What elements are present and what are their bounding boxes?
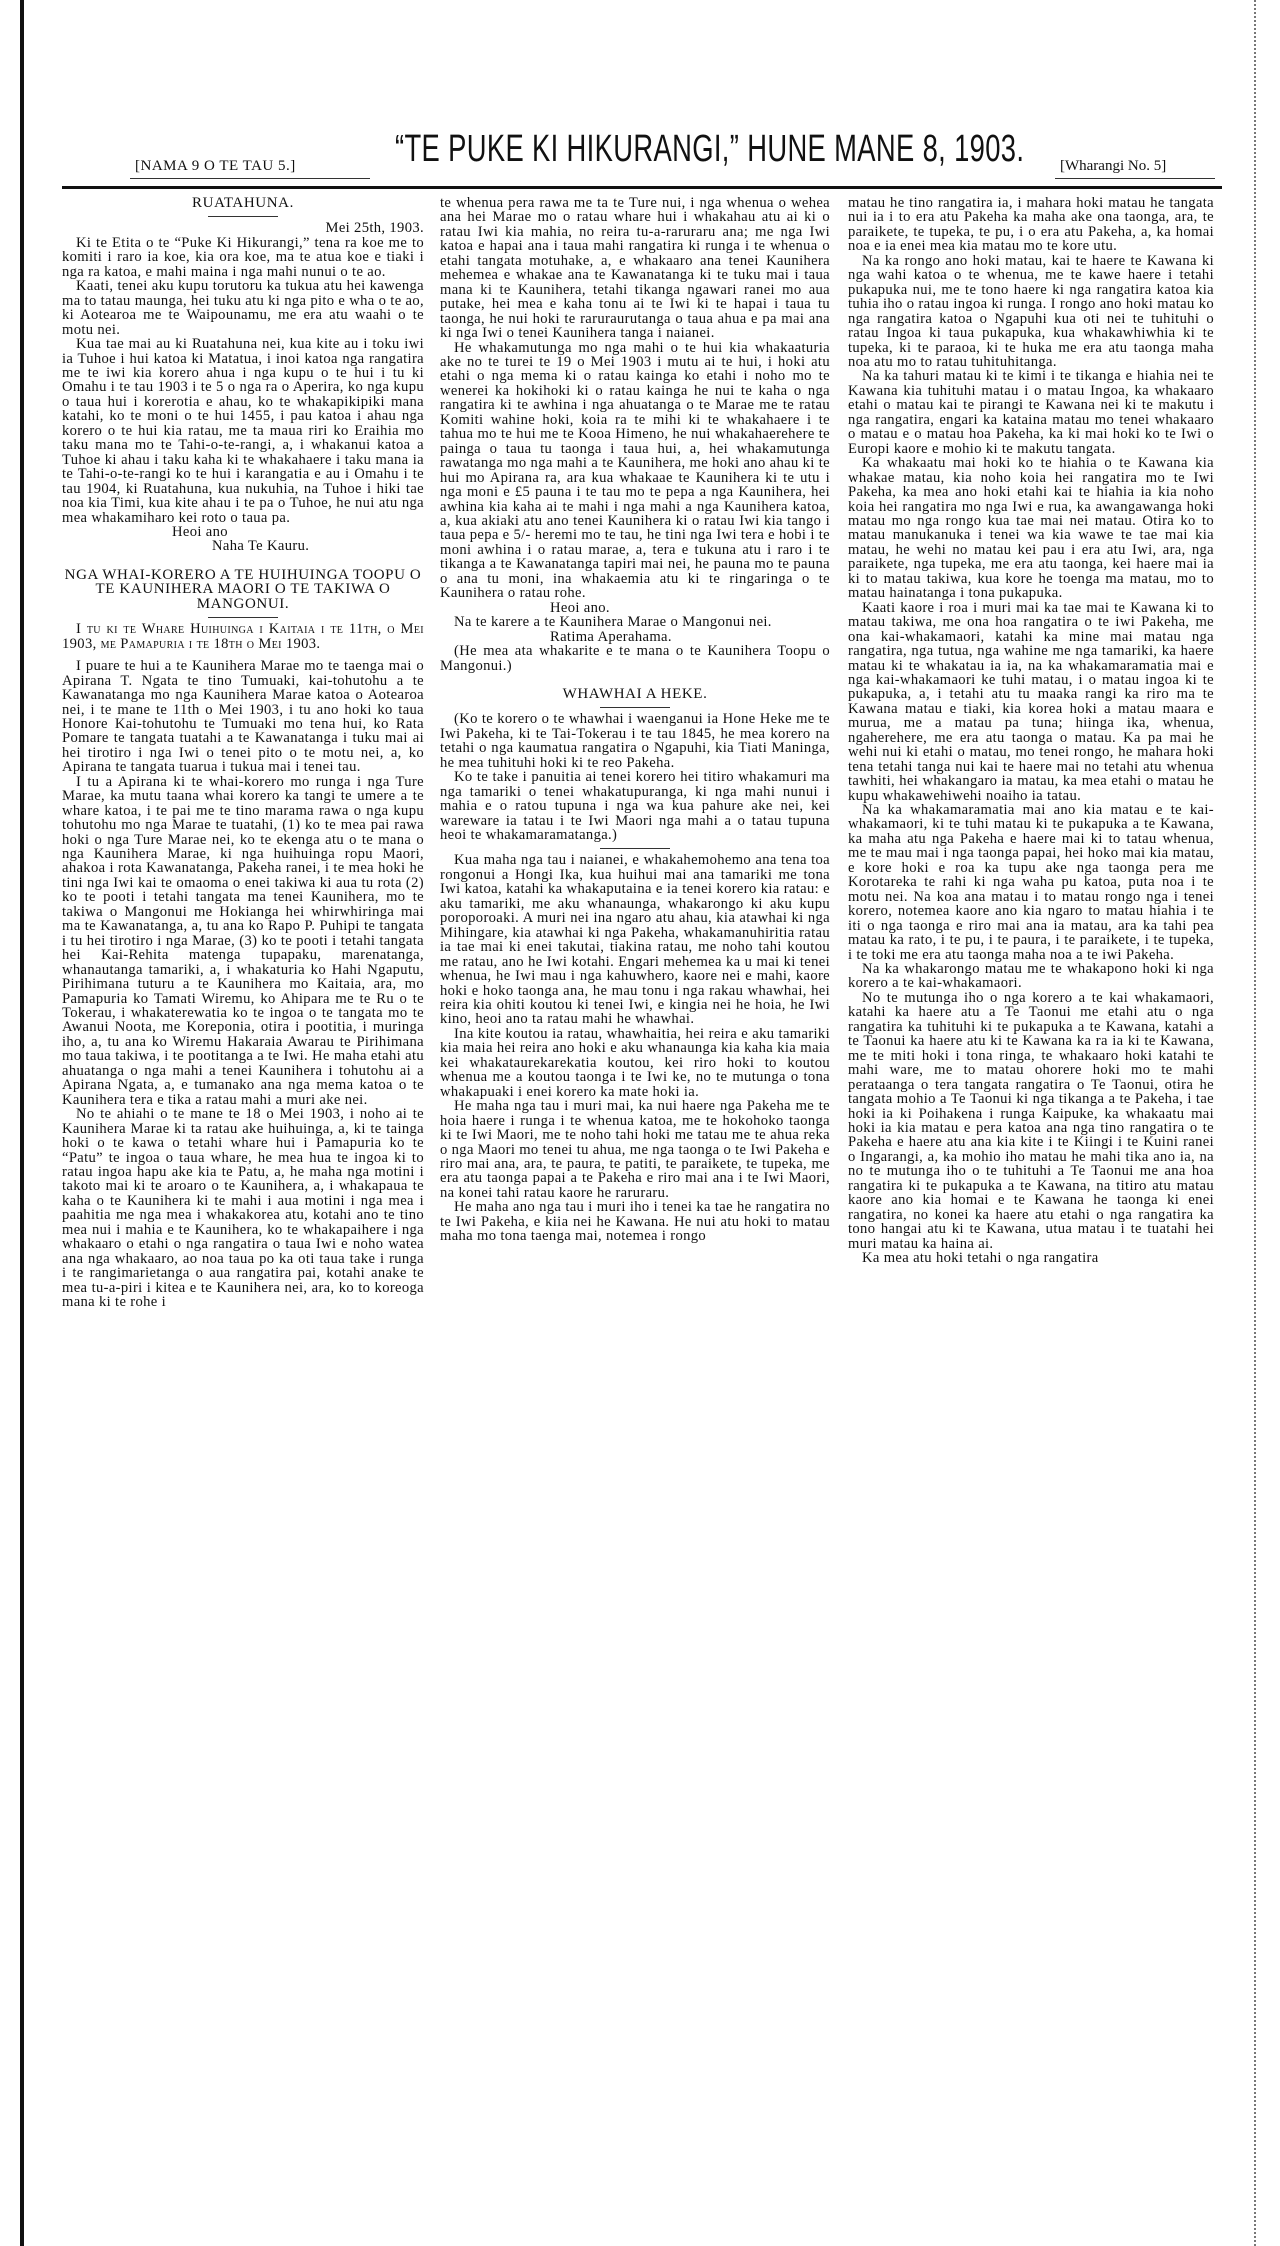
paragraph: (Ko te korero o te whawhai i waenganui ia Hone Heke me te Iwi Pakeha, ki te Tai-Tokerau i te tau 1845, he mea korero na tetahi o nga kaumatua rangatira o Ngapuhi, kia Tiati Maninga, he mea tuhituhi hoki ki te reo Pakeha. xyxy=(440,711,830,771)
article-subheading: I tu ki te Whare Huihuinga i Kaitaia i te 11th, o Mei 1903, me Pamapuria i te 18th o Mei 1903. xyxy=(62,621,424,652)
paragraph: Na ka tahuri matau ki te kimi i te tikanga e hiahia nei te Kawana kia tuhituhi matau i o matau Ingoa, ka whakaaro etahi o matau kai te pirangi te Kawana nei ki te makutu i nga rangatira, engari ka kataina matau mo tenei whakaaro o matau e o matau hoa Pakeha, ka ki mai hoki ko te Iwi o Europi kaore e mohio ki te makutu tangata. xyxy=(848,368,1214,457)
paragraph: matau he tino rangatira ia, i mahara hoki matau he tangata nui ia i to era atu Pakeha ka maha ake ona taonga, ara, te paraikete, te tupeka, te pu, i o era atu Pakeha, a, ka homai noa e ia enei mea kia matau mo te kore utu. xyxy=(848,195,1214,255)
column-2 xyxy=(440,196,830,1244)
divider xyxy=(208,617,278,618)
header-rule xyxy=(62,186,1222,189)
column-3 xyxy=(848,196,1214,1266)
paragraph: Ina kite koutou ia ratau, whawhaitia, hei reira e aku tamariki kia maia hei reira ano hoki e aku whanaunga kia kaha kia maia kei whakataurekarekatia koutou, kei riro hoki to koutou whenua me a koutou taonga i te Iwi ke, no te mutunga o tona whakapuaki i enei korero ka mate hoki ia. xyxy=(440,1025,830,1100)
paragraph: Kua tae mai au ki Ruatahuna nei, kua kite au i toku iwi ia Tuhoe i hui katoa ki Matatua, i inoi katoa nga rangatira me te iwi kia korero ahua i nga kupu o te hui i tu ki Omahu i te tau 1903 i te 5 o nga ra o Aperira, ko nga kupu o taua hui i korerotia e ahau, ko te whakapikipiki mana katahi, ko te moni o te hui 1455, i pau katoa i ahau nga korero o te hui kia ratau, me ta maua riri ko Eraihia mo taku mana mo te Tahi-o-te-rangi, a, i whakanui katoa a Tuhoe ki ahau i taku kaha ki te whakahaere i taku mana ia te Tahi-o-te-rangi ko te hui i karangatia e au i Omahu i te tau 1904, ki Ruatahuna, kua nukuhia, na Tuhoe i hiki tae noa kia Timi, kua kite ahau i te pa o Tuhoe, he nui atu nga mea whakamiharo kei roto o taua pa. xyxy=(62,336,424,526)
divider xyxy=(600,707,670,708)
paragraph: No te mutunga iho o nga korero a te kai whakamaori, katahi ka haere atu a Te Taonui me etahi atu o nga rangatira ka tuhituhi ki te pukapuka a te Kawana, katahi a te Taonui ka haere atu ki te Kawana ka ra ia ki te Kawana, me te miti hoki i tona ringa, te whakaaro hoki katahi te mahi ware, me to matau ohorere hoki mo te mahi perataanga o tera tangata rangatira o Te Taonui, otira he tangata mohio a Te Taonui ki nga tikanga a te Pakeha, i tae hoki ia ki Poihakena i runga Kaipuke, ka whakaatu mai hoki ia kia matau e pera katoa ana nga tino rangatira o te Pakeha e haere atu ana kia kite i te Kiingi i te Kuini ranei o Ingarangi, a, ka mohio iho matau he mahi tika ano ia, na no te mutunga iho o te tuhituhi a Te Taonui me ana hoa rangatira ki te pukapuka a te Kawana, na titiro atu matau kaore ano kia homai e te Kawana he taonga ki enei rangatira, no konei ka haere atu etahi o nga rangatira ka tono hangai atu ki te Kawana, utua matau i te tuatahi hei muri matau ka haina ai. xyxy=(848,989,1214,1252)
paragraph: Ka whakaatu mai hoki ko te hiahia o te Kawana kia whakae matau, kia noho koia hei rangatira mo te Iwi Pakeha, ka mea ano hoki etahi kai te hiahia ia kia noho koia hei rangatira mo nga Iwi e rua, ka awangawanga hoki matau mo nga rongo kua tae mai nei matau. Otira ko to matau manukanuka i tenei wa kia wawe te tae mai kia matau, he wehi no matau kei pau i era atu Iwi, ara, nga paraikete, nga tupeka, me era atu taonga, kei haere mai ia ki to matau takiwa, kua kore he toenga ma matau, mo to matau hainatanga i tona pukapuka. xyxy=(848,455,1214,602)
paragraph: te whenua pera rawa me ta te Ture nui, i nga whenua o wehea ana hei Marae mo o ratau whare hui i whakahau atu ai ki o ratau Iwi kia mahia, no reira tu-a-raruraru ana; me nga Iwi katoa e hapai ana i taua mahi rangatira ki runga i te whenua o etahi tangata motuhake, a, e whakaaro ana tenei Kaunihera mehemea e whakae ana te Kawanatanga ki te tuku mai i taua mana ki te Kaunihera, tetahi tikanga ngawari ranei mo aua putake, hei mea e kaha tonu ai te Iwi ki te hapai i taua tu taonga, he nui hoki te raruraurutanga o taua ahua e pa mai ana ki nga Iwi o tenei Kaunihera tanga i naianei. xyxy=(440,195,830,342)
note: (He mea ata whakarite e te mana o te Kaunihera Toopu o Mangonui.) xyxy=(440,643,830,674)
issue-number: [NAMA 9 O TE TAU 5.] xyxy=(135,158,296,174)
column-1 xyxy=(62,196,424,1310)
paragraph: Kaati, tenei aku kupu torutoru ka tukua atu hei kawenga ma to tatau maunga, hei tuku atu ki nga pito e wha o te ao, ki Aotearoa me te Waipounamu, me era atu waahi o te motu nei. xyxy=(62,278,424,338)
page-border-left xyxy=(20,0,24,2246)
page-border-right xyxy=(1254,0,1257,2246)
divider xyxy=(600,848,670,849)
article-date: Mei 25th, 1903. xyxy=(325,220,424,237)
article-heading: WHAWHAI A HEKE. xyxy=(562,685,708,702)
paragraph: He maha ano nga tau i muri iho i tenei ka tae he rangatira no te Iwi Pakeha, e kiia nei he Kawana. He nui atu hoki to matau maha mo tona taenga mai, notemea i rongo xyxy=(440,1199,830,1245)
paragraph: I tu a Apirana ki te whai-korero mo runga i nga Ture Marae, ka mutu taana whai korero ka tangi te umere a te whare katoa, i te pai me te tino marama rawa o nga kupu tohutohu mo nga Marae te tuatahi, (1) ko te mea pai rawa hoki o nga Ture Marae nei, ko te ekenga atu o te mana o nga Kaunihera Marae, ki nga huihuinga ropu Maori, ahakoa i rota Kawanatanga, Pakeha ranei, i te mea hoki he tini nga Iwi kai te omaoma o enei takiwa ki aua tu rota (2) ko te pooti i tetahi tangata ma tenei Kaunihera, mo te takiwa o Mangonui me Hokianga hei whirwhiringa mai ma te Kawanatanga, a, tu ana ko Rapo P. Puhipi te tangata i tu hei tirotiro i nga Marae, (3) ko te pooti i tetahi tangata hei Kai-Rehita matenga tupapaku, marenatanga, whanautanga tamariki, a, i whakaturia ko Hahi Ngaputu, Pirihimana tuturu a te Kaunihera mo Kaitaia, ara, mo Pamapuria ko Tamati Wiremu, ko Ahipara me te Ru o te Tokerau, i whakaterewatia ko te ingoa o te tangata mo te Awanui Noota, me Koreponia, otira i pootitia, i muringa iho, a, tu ana ko Wiremu Hakaraia Awarau te Pirihimana mo taua takiwa, i te pootitanga a te Iwi. He maha etahi atu ahuatanga o nga mahi a tenei Kaunihera i tohutohu ai a Apirana Ngata, a, e tumanako ana nga mema katoa o te Kaunihera tera e tika a ratau mahi a muri ake nei. xyxy=(62,773,424,1108)
paragraph: No te ahiahi o te mane te 18 o Mei 1903, i noho ai te Kaunihera Marae ki ta ratau ake huihuinga, a, ki te tainga hoki o te kawa o tetahi whare hui i Pamapuria ko te “Patu” te ingoa o taua whare, he mea hua te ingoa ki to ratau ingoa hapu ake kia te Patu, a, he maha nga motini i takoto mai ki te aroaro o te Kaunihera, a, i whakapaua te kaha o te Kaunihera ki te mahi i aua motini i nga mea i paahitia me nga mea i whakakorea atu, kotahi ano te tino mea nui i mahia e te Kaunihera, ko te whakapaihere i nga whakaaro o etahi o nga rangatira o taua Iwi e noho watea ana nga whakaaro, ao noa taua po ka oti taua take i runga i te rangimarietanga o aua rangatira pai, kotahi anake te mea tu-a-piri i kitea e te Kaunihera nei, ara, ko to koreoga mana ki te rohe i xyxy=(62,1106,424,1311)
header-underline xyxy=(1055,178,1215,179)
signature: Ratima Aperahama. xyxy=(550,628,672,645)
paragraph: Na ka whakamaramatia mai ano kia matau e te kai-whakamaori, ki te tuhi matau ki te pukapuka a te Kawana, ka maha atu nga Pakeha e haere mai ki to tatau whenua, me te mau mai i nga taonga papai, hei hoko mai kia matau, e kore hoki e roa ka tupu ake nga taonga pera me Korotareka te rahi ki nga waha pu katoa, puta noa i te motu nei. Na koa ana matau i to matau rongo nga i tenei korero, notemea kaore ano kia ngaro to matau hiahia i te iti o nga taonga e riro mai ana ia matau, ara ka tahi pea matau ka rato, i te pu, i te paura, i te paraikete, i te tupeka, i te toki me era atu taonga maha noa a te iwi Pakeha. xyxy=(848,802,1214,963)
signature: Naha Te Kauru. xyxy=(212,538,310,555)
page-number: [Wharangi No. 5] xyxy=(1060,158,1167,174)
paragraph: Ko te take i panuitia ai tenei korero hei titiro whakamuri ma nga tamariki o tenei whakatupuranga, ki nga mahi nunui i mahia e o ratou tupuna i nga wa kua pahure ake nei, kei wareware ia tatau i te Iwi Maori nga mahi a o tatau tupuna heoi te whakamaramatanga.) xyxy=(440,769,830,844)
paragraph: I puare te hui a te Kaunihera Marae mo te taenga mai o Apirana T. Ngata te tino Tumuaki, kai-tohutohu a te Kawanatanga mo nga Kaunihera Marae katoa o Aotearoa nei, i te mane te 11th o Mei 1903, i tu ano hoki ko taua Honore Kai-tohutohu te Tumuaki mo tena hui, ko Rata Pomare te tangata tuatahi a te Kawanatanga i tuku mai ai hei tirotiro i nga Iwi o tenei pito o te motu nei, a, ko Apirana te tangata tuarua i tukua mai i tenei tau. xyxy=(62,658,424,776)
paragraph: Ki te Etita o te “Puke Ki Hikurangi,” tena ra koe me to komiti i raro ia koe, kia ora koe, ma te atua koe e tiaki i nga ra katoa, e mahi maina i nga mahi nunui o te ao. xyxy=(62,234,424,280)
paragraph: Na ka whakarongo matau me te whakapono hoki ki nga korero a te kai-whakamaori. xyxy=(848,961,1214,992)
article-heading: NGA WHAI-KORERO A TE HUIHUINGA TOOPU O TE KAUNIHERA MAORI O TE TAKIWA O MANGONUI. xyxy=(64,566,422,612)
paragraph: Ka mea atu hoki tetahi o nga rangatira xyxy=(862,1250,1099,1267)
paragraph: He whakamutunga mo nga mahi o te hui kia whakaaturia ake no te turei te 19 o Mei 1903 i mutu ai te hui, i hoki atu etahi o nga mema ki o ratau kainga ko etahi i noho mo te wenerei ka hokihoki ki o ratau kainga he nui te kaha o nga rangatira ki te awhina i nga ahuatanga o te Marae me te ratau Komiti wahine hoki, koia ra te mihi ki te whakahaere i te tahua mo te hui me te Kooa Himeno, he nui whakahaerehere te painga o taua tu taonga i taua hui, a, hei whakamutunga rawatanga mo nga mahi a te Kaunihera, me hoki ano ahau ki te hui mo Apirana ra, ara kua whakaae te Kaunihera ki te utu i nga moni e £5 pauna i te tau mo te pepa a nga Kaunihera, hei awhina kia kaha ai te mahi i nga mahi a nga Kaunihera katoa, a, kua akiaki atu ano tenei Kaunihera ki o ratau Iwi kia tango i taua pepa e 5/- heremi mo te tau, he tini nga Iwi tera e hobi i te moni awhina i o ratau marae, a, tera e tukuna atu i raro i te tikanga a te Kawanatanga tapiri mai nei, he pauna mo te pauna o ana tu moni, ina whakaemia atu ki te ringaringa o te Kaunihera o ratau rohe. xyxy=(440,339,830,602)
paragraph: Kaati kaore i roa i muri mai ka tae mai te Kawana ki to matau takiwa, me ona hoa rangatira o te iwi Pakeha, me ona kai-whakamaori, katahi ka mine mai matau nga rangatira, nga tutua, nga wahine me nga tamariki, ka haere matau ki te whakatau ia ia, na ka whakamaramatia mai e nga kai-whakamaori ke tuhi matau, i o matau ingoa ki te pukapuka, a, i tetahi atu tu maaka rangi ka riro ma te Kawana matau e tiaki, kia korea hoki a matau maara e murua, me a matau pa tuna; hiinga ika, whenua, ngaherehere, me era atu taonga o matau. Ka pa mai he wehi nui ki etahi o matau, mo tenei rongo, he mahara hoki tena tetahi tanga nui kai te haere mai no tetahi atu whenua tawhiti, hei whakangaro ia matau, ka mea etahi o matau he kupu whakawehiwehi noaiho ia tatau. xyxy=(848,599,1214,804)
masthead xyxy=(60,128,1220,178)
paragraph: He maha nga tau i muri mai, ka nui haere nga Pakeha me te hoia haere i runga i te whenua katoa, me te hokohoko taonga ki te Iwi Maori, me te noho tahi hoki me tatau me te ahua reka o nga Maori mo tenei tu ahua, me nga taonga o te Iwi Pakeha e riro mai ana, ara, te paura, te patiti, te paraikete, te tupeka, me era atu taonga papai a te Pakeha e riro mai ana i te Iwi Maori, na konei tahi ratau kaore he raruraru. xyxy=(440,1098,830,1201)
header-underline xyxy=(130,178,370,179)
paragraph: Kua maha nga tau i naianei, e whakahemohemo ana tena toa rongonui a Hongi Ika, kua huihui mai ana tamariki me tona Iwi katoa, katahi ka whakaputaina e ia tenei korero kia ratau: e aku tamariki, me aku whanaunga, whakarongo ki aku kupu poroporoaki. A muri nei ina ngaro atu ahau, kia atawhai ki nga Mihingare, kia atawhai ki nga Pakeha, whakamanuhiritia ratau ia tae mai ki enei takutai, tiakina ratau, me noho tahi koutou me ratau, ano he Iwi kotahi. Engari mehemea ka u mai ki tenei whenua, he Iwi mau i nga kahuwhero, kaore nei e mahi, kaore hoki e hoko taonga ana, he mau tonu i nga rakau whawhai, hei reira kia ohiti koutou ki tenei Iwi, e kingia nei he hoia, he Iwi kino, heoi ano ta ratau mahi he whawhai. xyxy=(440,852,830,1028)
closing: Heoi ano. xyxy=(550,599,610,616)
article-heading: RUATAHUNA. xyxy=(192,195,294,211)
closing: Heoi ano xyxy=(172,523,228,540)
paragraph: Na ka rongo ano hoki matau, kai te haere te Kawana ki nga wahi katoa o te whenua, me te kawe haere i tetahi pukapuka nui, me te tono haere ki nga rangatira katoa kia tuhia iho o ratau ingoa ki runga. I rongo ano hoki matau ko nga rangatira katoa o Ngapuhi kua oti nei te tuhituhi o ratau Ingoa ki taua pukapuka, kua whakawhiwhia ki te tupeka, ki te paraoa, ki te huka me era atu taonga maha noa atu mo to ratau tuhituhitanga. xyxy=(848,252,1214,370)
newspaper-title: “TE PUKE KI HIKURANGI,” HUNE MANE 8, 1903. xyxy=(395,128,1025,170)
sender: Na te karere a te Kaunihera Marae o Mangonui nei. xyxy=(454,614,772,631)
divider xyxy=(208,216,278,217)
